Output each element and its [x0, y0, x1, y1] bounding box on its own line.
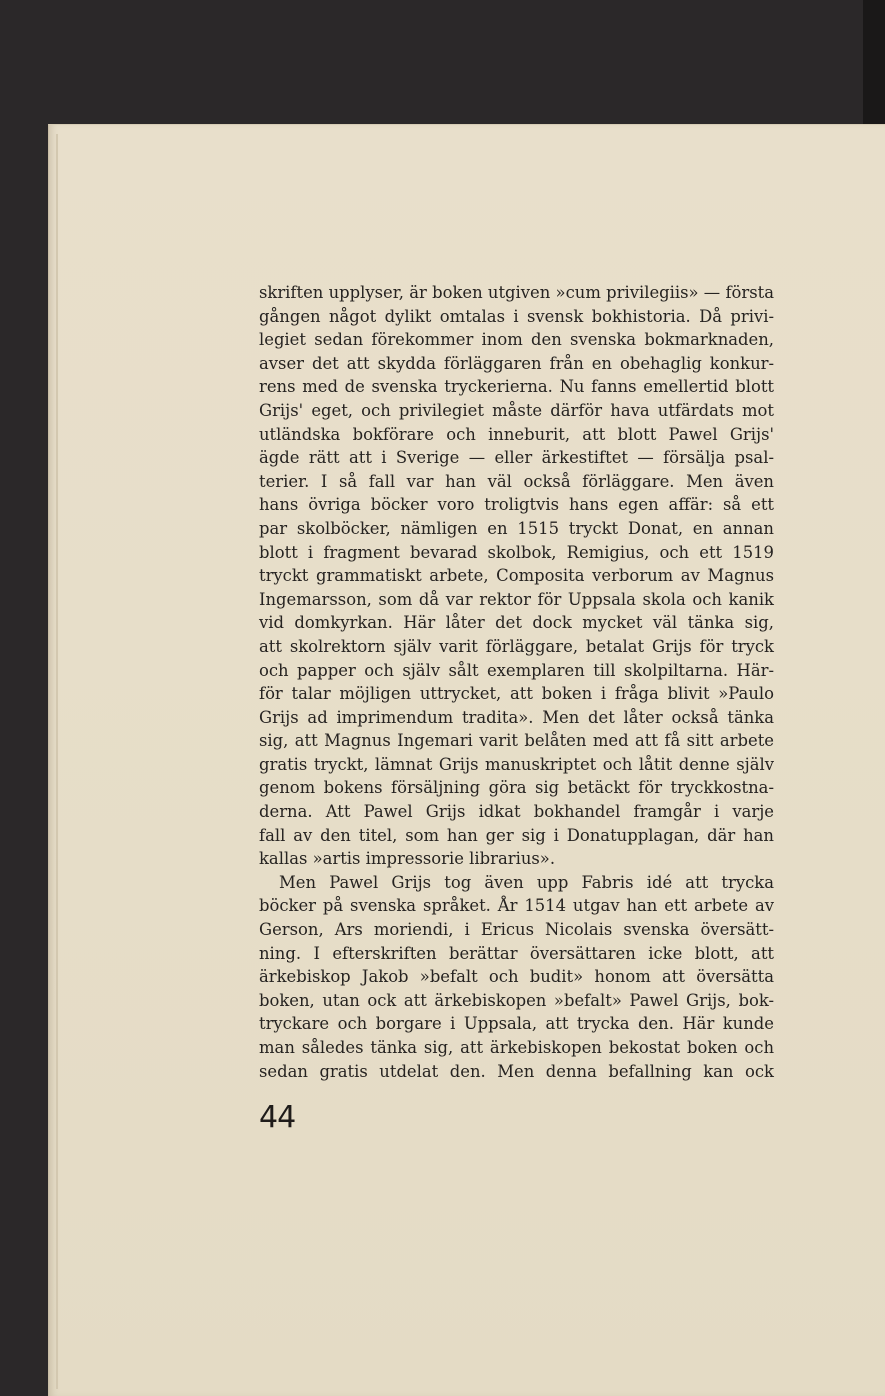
- text-line: blott i fragment bevarad skolbok, Remigius, och ett 1519: [259, 542, 774, 562]
- text-line: kallas »artis impressorie librarius».: [259, 849, 556, 869]
- text-line: gratis tryckt, lämnat Grijs manuskriptet och låtit denne själv: [259, 754, 774, 774]
- text-line: avser det att skydda förläggaren från en obehaglig konkur-: [259, 353, 774, 373]
- text-line: man således tänka sig, att ärkebiskopen bekostat boken och: [259, 1038, 774, 1057]
- text-line: tryckare och borgare i Uppsala, att trycka den. Här kunde: [259, 1014, 774, 1034]
- text-line: vid domkyrkan. Här låter det dock mycket väl tänka sig,: [259, 613, 774, 633]
- text-line: derna. Att Pawel Grijs idkat bokhandel framgår i varje: [259, 802, 774, 822]
- text-line: Ingemarsson, som då var rektor för Uppsala skola och kanik: [259, 589, 774, 609]
- text-line: böcker på svenska språket. År 1514 utgav han ett arbete av: [259, 896, 774, 916]
- text-line: boken, utan ock att ärkebiskopen »befalt» Pawel Grijs, bok-: [259, 990, 774, 1010]
- text-line: skriften upplyser, är boken utgiven »cum privilegiis» — första: [259, 283, 774, 302]
- page-edge: [56, 134, 58, 1389]
- text-line: Men Pawel Grijs tog även upp Fabris idé att trycka: [279, 872, 774, 892]
- text-line: sedan gratis utdelat den. Men denna befallning kan ock: [259, 1061, 774, 1081]
- text-line: rens med de svenska tryckerierna. Nu fanns emellertid blott: [259, 377, 774, 397]
- text-line: genom bokens försäljning göra sig betäckt för tryckkostna-: [259, 778, 774, 798]
- text-line: ning. I efterskriften berättar översättaren icke blott, att: [259, 943, 774, 963]
- text-line: för talar möjligen uttrycket, att boken i fråga blivit »Paulo: [259, 684, 774, 704]
- text-line: fall av den titel, som han ger sig i Donatupplagan, där han: [259, 825, 774, 845]
- text-line: och papper och själv sålt exemplaren till skolpiltarna. Här-: [259, 660, 774, 680]
- text-line: hans övriga böcker voro troligtvis hans egen affär: så ett: [259, 495, 774, 515]
- text-line: terier. I så fall var han väl också förläggare. Men även: [259, 471, 774, 491]
- text-line: sig, att Magnus Ingemari varit belåten med att få sitt arbete: [259, 731, 774, 751]
- text-line: ägde rätt att i Sverige — eller ärkestiftet — försälja psal-: [259, 448, 774, 468]
- text-line: utländska bokförare och inneburit, att blott Pawel Grijs': [259, 424, 774, 444]
- text-line: Gerson, Ars moriendi, i Ericus Nicolais svenska översätt-: [259, 920, 774, 940]
- text-line: att skolrektorn själv varit förläggare, betalat Grijs för tryck: [259, 636, 774, 656]
- body-text: [259, 281, 774, 1083]
- text-line: ärkebiskop Jakob »befalt och budit» honom att översätta: [259, 967, 774, 987]
- page-number: 44: [259, 1100, 296, 1135]
- text-line: Grijs ad imprimendum tradita». Men det låter också tänka: [259, 707, 774, 727]
- text-line: legiet sedan förekommer inom den svenska bokmarknaden,: [259, 330, 774, 350]
- text-line: gången något dylikt omtalas i svensk bokhistoria. Då privi-: [259, 306, 774, 326]
- text-line: Grijs' eget, och privilegiet måste därför hava utfärdats mot: [259, 400, 774, 420]
- text-line: par skolböcker, nämligen en 1515 tryckt Donat, en annan: [259, 518, 774, 538]
- text-line: tryckt grammatiskt arbete, Composita verborum av Magnus: [259, 566, 774, 586]
